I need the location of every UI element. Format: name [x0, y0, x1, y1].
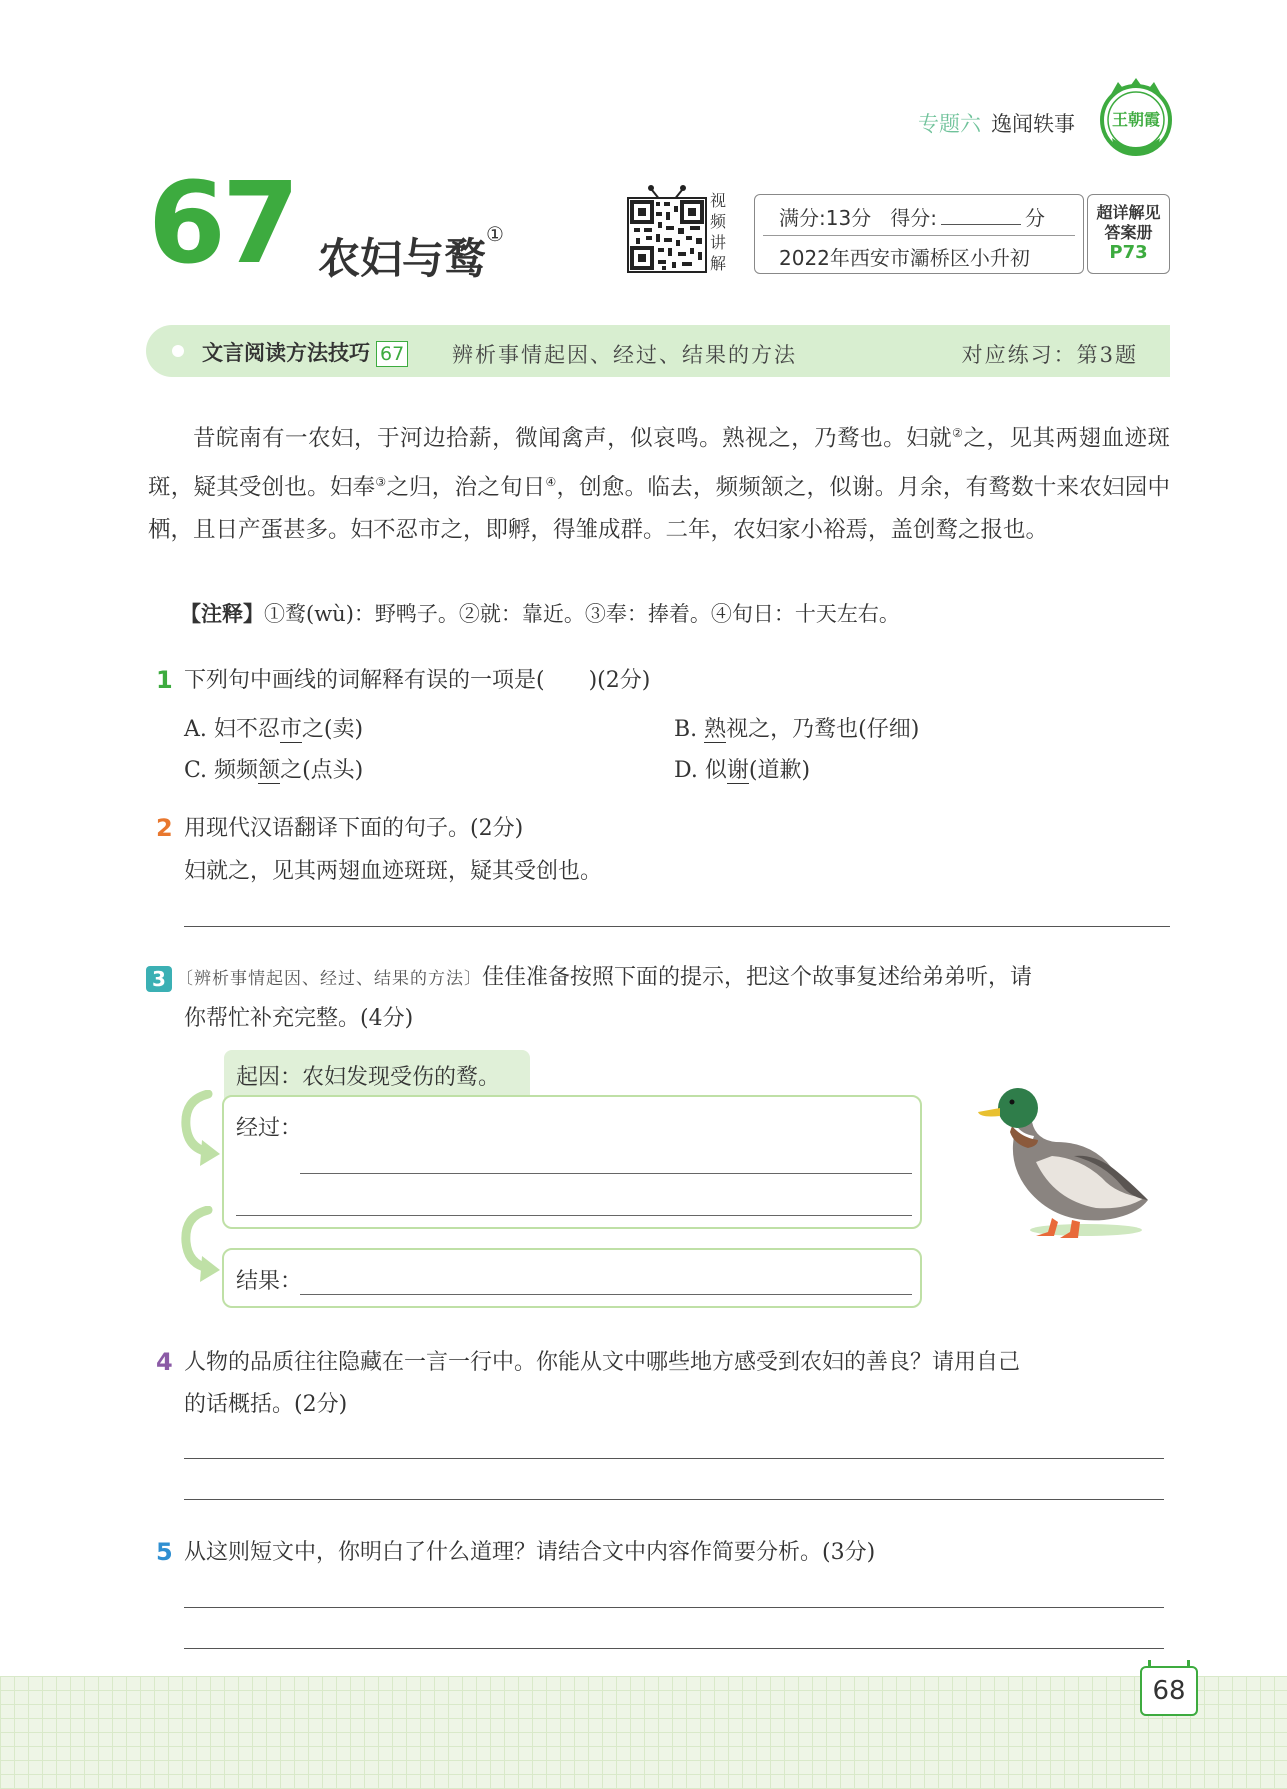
topic-number: 专题六 — [918, 112, 981, 136]
q3-method-tag: 〔辨析事情起因、经过、结果的方法〕 — [176, 969, 482, 989]
topic-title: 逸闻轶事 — [991, 112, 1075, 136]
answer-page: P73 — [1109, 242, 1148, 263]
q3-text-line1: 〔辨析事情起因、经过、结果的方法〕佳佳准备按照下面的提示，把这个故事复述给弟弟听，请 — [176, 965, 1033, 990]
lesson-title-note: ① — [486, 222, 504, 246]
logo-text: 王朝霞 — [1111, 110, 1161, 129]
score-row — [779, 202, 1045, 231]
full-score: 满分:13分 — [779, 206, 872, 230]
banner-label: 文言阅读方法技巧 67 — [202, 337, 408, 367]
q5-answer-line2[interactable] — [184, 1648, 1164, 1649]
page-footer-grid — [0, 1676, 1287, 1789]
exam-source: 2022年西安市灞桥区小升初 — [779, 246, 1030, 270]
q3-process-line1[interactable] — [300, 1173, 912, 1174]
q3-process-box[interactable] — [222, 1095, 922, 1229]
q1-text: 下列句中画线的词解释有误的一项是( )(2分) — [184, 668, 651, 693]
q4-number: 4 — [156, 1348, 173, 1376]
score-unit: 分 — [1025, 206, 1046, 230]
q2-text: 用现代汉语翻译下面的句子。(2分) — [184, 816, 524, 841]
annotations-text: ①鹜(wù)：野鸭子。②就：靠近。③奉：捧着。④旬日：十天左右。 — [264, 602, 900, 626]
q4-text-line2: 的话概括。(2分) — [184, 1392, 348, 1417]
answer-reference-box — [1087, 194, 1170, 274]
passage-text: 昔皖南有一农妇，于河边拾薪，微闻禽声，似哀鸣。熟视之，乃鹜也。妇就②之，见其两翅血迹斑斑，疑其受创也。妇奉③之归，治之旬日④，创愈。临去，频频颔之，似谢。月余，有鹜数十来农妇园中栖，且日产蛋甚多。妇不忍市之，即孵，得雏成群。二年，农妇家小裕焉，盖创鹜之报也。 — [148, 425, 1170, 543]
lesson-number: 67 — [148, 159, 296, 289]
q4-answer-line2[interactable] — [184, 1499, 1164, 1500]
q5-number: 5 — [156, 1538, 173, 1566]
q3-text-line2: 你帮忙补充完整。(4分) — [184, 1006, 414, 1031]
score-blank[interactable] — [941, 207, 1021, 225]
lesson-title-text: 农妇与鹜 — [318, 234, 487, 283]
banner-dot-icon — [172, 345, 184, 357]
q3-result-box[interactable] — [222, 1248, 922, 1308]
annotations-heading: 【注释】 — [180, 602, 264, 626]
q1-option-d[interactable]: D. 似谢(道歉) — [674, 758, 811, 783]
q3-number: 3 — [146, 966, 172, 992]
annotations — [180, 598, 900, 628]
q1-number: 1 — [156, 666, 173, 694]
q2-number: 2 — [156, 814, 173, 842]
q3-process-label: 经过： — [236, 1116, 303, 1141]
q4-answer-line1[interactable] — [184, 1458, 1164, 1459]
q5-text: 从这则短文中，你明白了什么道理？请结合文中内容作简要分析。(3分) — [184, 1540, 876, 1565]
topic-heading — [918, 108, 1075, 138]
banner-practice: 对应练习：第3题 — [961, 343, 1138, 367]
q3-cause-box: 起因：农妇发现受伤的鹜。 — [224, 1050, 530, 1106]
banner-method: 辨析事情起因、经过、结果的方法 — [452, 343, 797, 367]
answer-line2: 答案册 — [1104, 223, 1153, 242]
q2-sentence: 妇就之，见其两翅血迹斑斑，疑其受创也。 — [184, 859, 603, 884]
q1-option-c[interactable]: C. 频频颔之(点头) — [184, 758, 364, 783]
q3-result-line[interactable] — [300, 1294, 912, 1295]
q1-option-b[interactable]: B. 熟视之，乃鹜也(仔细) — [674, 717, 920, 742]
flow-arrow-icon — [178, 1090, 224, 1170]
q3-result-label: 结果： — [236, 1269, 303, 1294]
q1-option-a[interactable]: A. 妇不忍市之(卖) — [184, 717, 364, 742]
qr-video-label: 视频讲解 — [710, 191, 727, 273]
lesson-title — [318, 222, 504, 286]
score-box — [754, 194, 1084, 274]
banner-number: 67 — [376, 341, 408, 367]
q2-answer-line[interactable] — [184, 926, 1170, 927]
page-number: 68 — [1140, 1666, 1198, 1716]
score-divider — [763, 235, 1075, 236]
q3-process-line2[interactable] — [236, 1215, 912, 1216]
qr-code-icon[interactable] — [626, 182, 708, 274]
score-label: 得分: — [890, 206, 938, 230]
duck-illustration — [976, 1082, 1156, 1246]
q4-text-line1: 人物的品质往往隐藏在一言一行中。你能从文中哪些地方感受到农妇的善良？请用自己 — [184, 1350, 1021, 1375]
flow-arrow-icon — [178, 1206, 224, 1286]
publisher-logo — [1096, 74, 1176, 156]
q5-answer-line1[interactable] — [184, 1607, 1164, 1608]
answer-line1: 超详解见 — [1096, 203, 1161, 222]
method-banner — [146, 325, 1170, 377]
